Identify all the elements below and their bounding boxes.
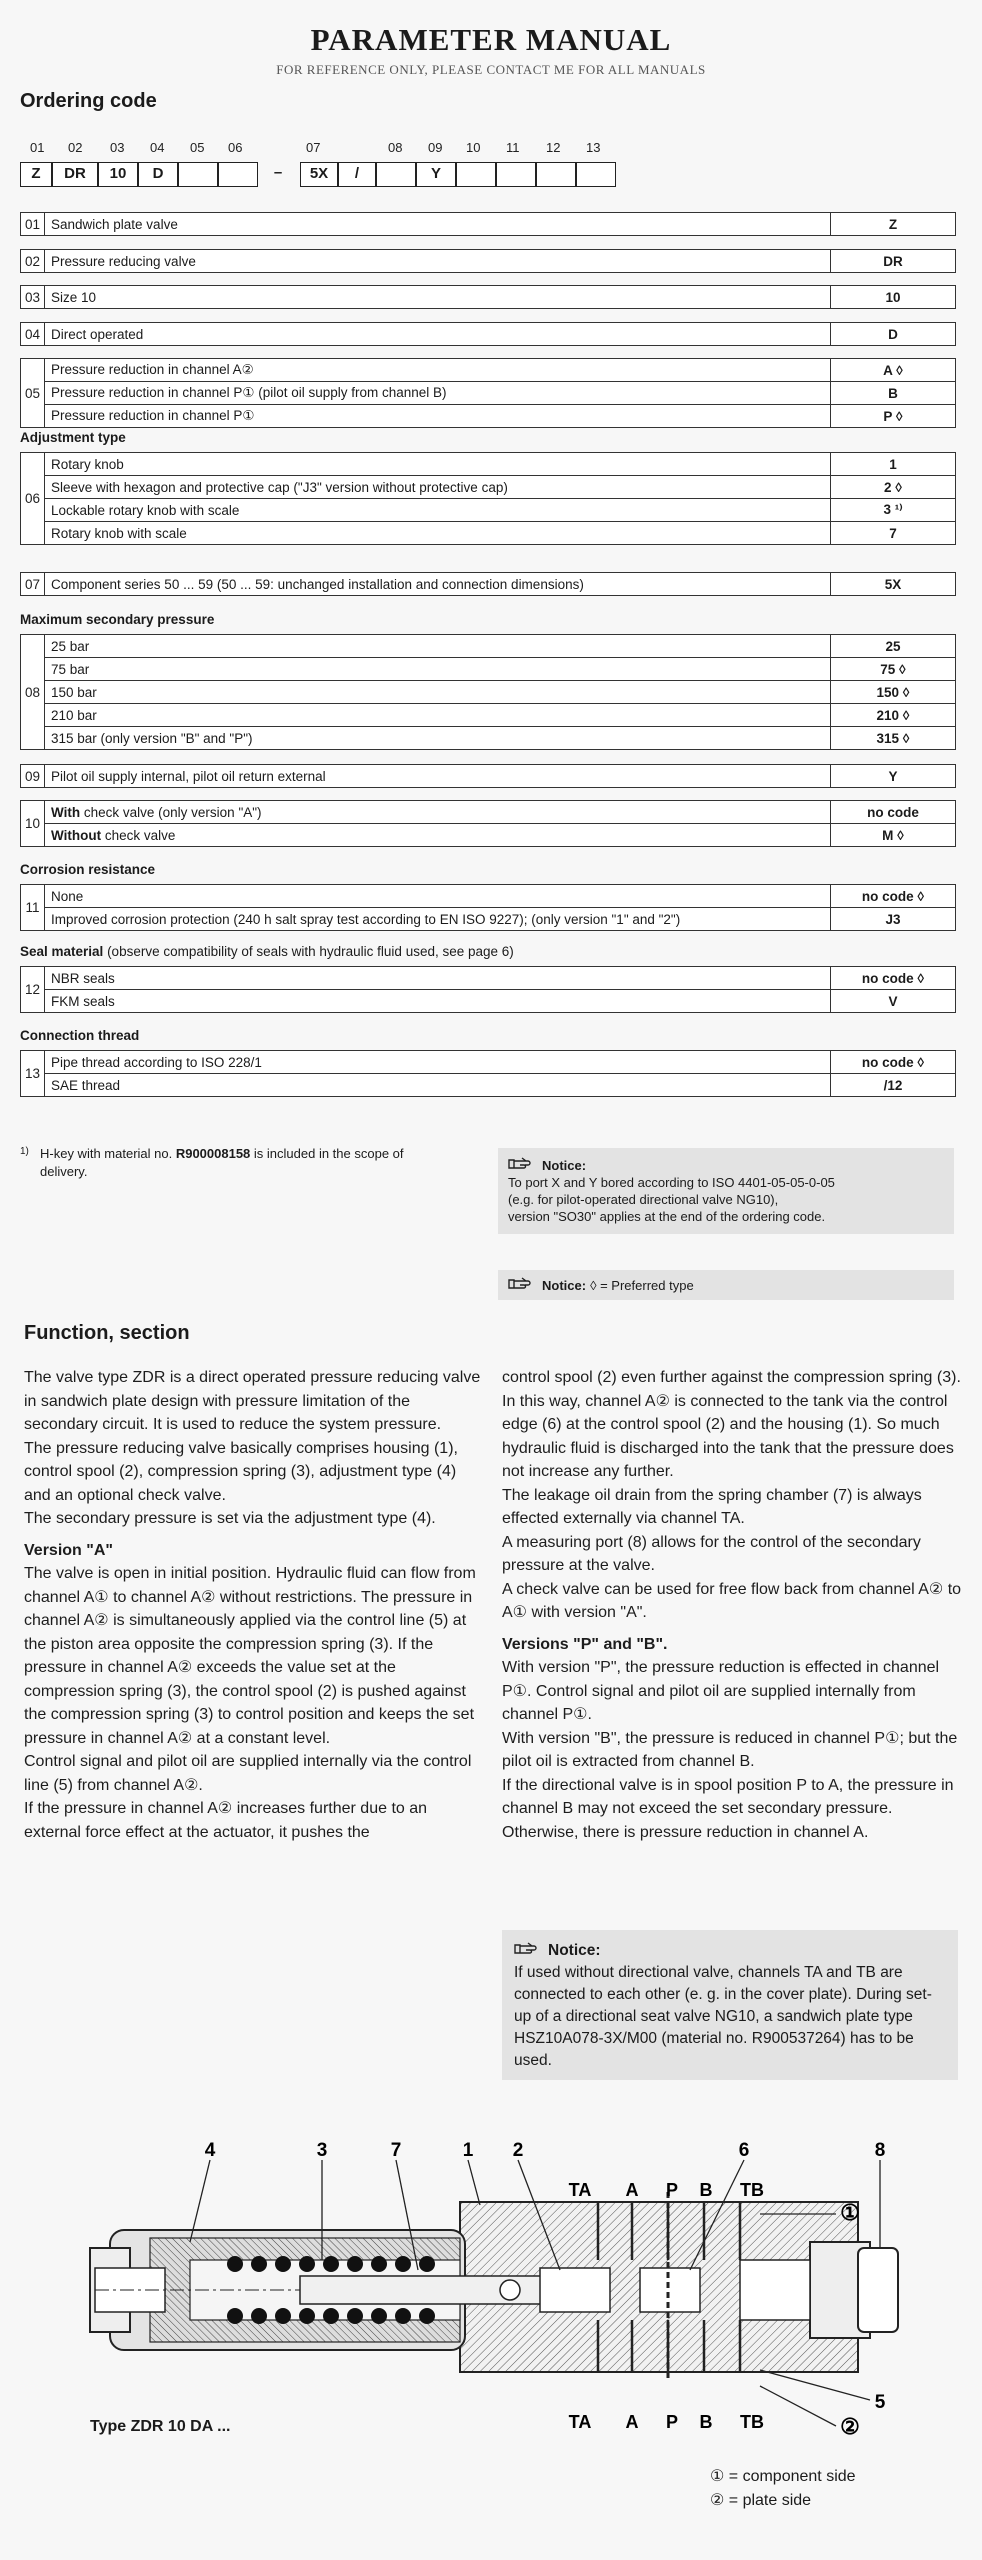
callout-label: 8 [874,2140,886,2161]
spring-coil [275,2256,291,2272]
position-number: 07 [306,140,321,155]
callout-label: 7 [390,2140,402,2161]
callout-label: 6 [738,2140,750,2161]
option-code: no code [831,801,956,824]
option-description [45,359,831,382]
port-label-bottom: P [665,2412,679,2432]
option-code: no code ◊ [831,885,956,908]
port-label-top: TB [740,2180,764,2200]
spring-coil [419,2308,435,2324]
option-group-table [20,212,956,236]
option-group-table [20,452,956,545]
option-row [21,967,956,990]
position-number: 02 [68,140,83,155]
group-title-text: Connection thread [20,1028,140,1043]
code-box: D [138,162,178,187]
option-description-text: 25 bar [51,638,90,654]
paragraph: If the pressure in channel A② increases further due to an external force effect at the actuator, it pushes the [24,1800,428,1841]
position-number: 06 [228,140,243,155]
spring-coil [251,2308,267,2324]
code-box: / [338,162,376,187]
option-code: no code ◊ [831,1051,956,1074]
option-description-text: NBR seals [51,970,115,986]
code-box: Z [20,162,52,187]
code-box [456,162,496,187]
port-label-bottom: TA [568,2412,592,2432]
option-description-text: None [51,888,84,904]
option-description-text: check valve [101,827,176,843]
option-description [45,382,831,405]
code-box [536,162,576,187]
option-description-text: Sandwich plate valve [51,216,178,232]
option-row [21,990,956,1013]
group-title-text: Adjustment type [20,430,126,445]
notice-line: (e.g. for pilot-operated directional valve NG10), [508,1192,779,1207]
option-description [45,908,831,931]
option-description-text: Component series 50 ... 59 (50 ... 59: unchanged installation and connection dimensions) [51,576,584,592]
code-box: Y [416,162,456,187]
option-code: 7 [831,522,956,545]
option-code: B [831,382,956,405]
footnote-text-pre: H-key with material no. [40,1146,176,1161]
option-code: 2 ◊ [831,476,956,499]
option-row [21,476,956,499]
section-subheading: Versions "P" and "B". [502,1635,668,1653]
option-description-text: Rotary knob with scale [51,525,187,541]
option-code: 210 ◊ [831,704,956,727]
port-label-top: P [665,2180,679,2200]
option-row [21,885,956,908]
option-description [45,476,831,499]
paragraph: A measuring port (8) allows for the control of the secondary pressure at the valve. [502,1533,921,1574]
option-description [45,885,831,908]
option-description [45,405,831,428]
option-number: 02 [21,250,45,273]
option-number: 01 [21,213,45,236]
paragraph: The valve is open in initial position. Hydraulic fluid can flow from channel A① to channel A② without restrictions. The pressure in channel A② is simultaneously applied via the control line (5) at the piston area opposite the compression spring (3). If the pressure in channel A② exceeds the value set at the compression spring (3), the control spool (2) is pushed against the compression spring (3) to control position and keeps the set pressure in channel A② at a constant level. [24,1565,476,1747]
option-row [21,801,956,824]
option-row [21,1051,956,1074]
option-code: Z [831,213,956,236]
option-number: 03 [21,286,45,309]
function-text-left [24,1366,486,1844]
option-number: 10 [21,801,45,847]
option-description-text: Pressure reduction in channel P① (pilot oil supply from channel B) [51,385,447,400]
footnote-material-no: R900008158 [175,1146,251,1161]
spring-coil [347,2308,363,2324]
option-description [45,681,831,704]
notice-title: Notice: [548,1942,601,1959]
option-description-text: Pressure reduction in channel A② [51,362,254,377]
option-code: 25 [831,635,956,658]
section-subheading: Version "A" [24,1541,113,1559]
option-number: 12 [21,967,45,1013]
position-number: 11 [506,140,520,155]
option-code: no code ◊ [831,967,956,990]
option-description-text: 150 bar [51,684,97,700]
option-row [21,765,956,788]
option-code: P ◊ [831,405,956,428]
paragraph: The leakage oil drain from the spring chamber (7) is always effected externally via channel TA. [502,1486,922,1527]
option-row [21,405,956,428]
option-row [21,382,956,405]
legend-plate-side: ② = plate side [710,2492,812,2509]
code-box [376,162,416,187]
position-number: 12 [546,140,561,155]
paragraph: In this way, channel A② is connected to the tank via the control edge (6) at the control spool (2) and the housing (1). So much hydraulic fluid is discharged into the tank that the pressure does not increase any further. [502,1392,954,1480]
option-code: 10 [831,286,956,309]
position-number: 13 [586,140,601,155]
option-row [21,286,956,309]
option-number: 09 [21,765,45,788]
option-code: Y [831,765,956,788]
option-row [21,658,956,681]
position-number: 10 [466,140,481,155]
option-row [21,323,956,346]
option-number: 08 [21,635,45,750]
notice-title: Notice: [542,1277,587,1293]
option-description-text: FKM seals [51,993,115,1009]
spring-coil [227,2308,243,2324]
notice-text: ◊ = Preferred type [590,1277,694,1293]
paragraph: The valve type ZDR is a direct operated pressure reducing valve in sandwich plate design with pressure limitation of the secondary circuit. It is used to reduce the system pressure. [24,1369,481,1433]
option-code: 150 ◊ [831,681,956,704]
code-box [496,162,536,187]
option-description [45,522,831,545]
option-description [45,801,831,824]
legend-component-side: ① = component side [710,2468,856,2485]
option-group-table [20,884,956,931]
diagram-caption: Type ZDR 10 DA ... [90,2418,231,2435]
option-description [45,1051,831,1074]
group-title-note: (observe compatibility of seals with hydraulic fluid used, see page 6) [103,944,514,959]
callout-label: 4 [204,2140,216,2161]
page-subtitle: FOR REFERENCE ONLY, PLEASE CONTACT ME FOR ALL MANUALS [276,62,706,77]
option-number: 07 [21,573,45,596]
notice-line: version "SO30" applies at the end of the ordering code. [508,1209,826,1224]
position-number: 09 [428,140,443,155]
group-title [20,862,155,877]
option-number: 13 [21,1051,45,1097]
option-description [45,704,831,727]
spring-coil [371,2256,387,2272]
option-description [45,967,831,990]
option-code: DR [831,250,956,273]
option-description [45,499,831,522]
port-label-bottom: A [625,2412,639,2432]
option-row [21,681,956,704]
group-title [20,1028,139,1043]
option-description [45,727,831,750]
option-description-text: Improved corrosion protection (240 h salt spray test according to EN ISO 9227); (only version "1" and "2") [51,911,681,927]
option-group-table [20,358,956,428]
option-description-text: 75 bar [51,661,90,677]
option-description [45,990,831,1013]
option-description [45,250,831,273]
option-number: 05 [21,359,45,428]
function-text-right [502,1366,964,1844]
paragraph: The secondary pressure is set via the adjustment type (4). [24,1510,436,1527]
hand-pointer-icon [514,1940,544,1962]
footnote [20,1145,440,1181]
callout-label: 1 [462,2140,474,2161]
option-row [21,635,956,658]
function-heading: Function, section [24,1322,190,1344]
option-description [45,1074,831,1097]
notice-line: To port X and Y bored according to ISO 4401-05-05-0-05 [508,1175,835,1190]
option-group-table [20,966,956,1013]
option-description-text: SAE thread [51,1077,121,1093]
option-description-text: Rotary knob [51,456,124,472]
spring-coil [395,2256,411,2272]
option-row [21,499,956,522]
option-description [45,658,831,681]
option-description [45,323,831,346]
option-description-text: Direct operated [51,326,144,342]
option-row [21,250,956,273]
paragraph: Control signal and pilot oil are supplied internally via the control line (5) from channel A②. [24,1753,472,1794]
option-description-text: Pressure reducing valve [51,253,196,269]
option-group-table [20,285,956,309]
notice-box-preferred [498,1270,954,1300]
option-description-bold: Without [51,827,102,843]
code-box: 10 [98,162,138,187]
spring-coil [323,2308,339,2324]
option-number: 11 [21,885,45,931]
option-description [45,635,831,658]
option-group-table [20,800,956,847]
port-label-top: TA [568,2180,592,2200]
option-row [21,453,956,476]
option-code: /12 [831,1074,956,1097]
option-description [45,286,831,309]
option-description [45,453,831,476]
option-code: 1 [831,453,956,476]
spring-coil [347,2256,363,2272]
option-description-text: Lockable rotary knob with scale [51,502,240,518]
code-box [178,162,218,187]
ordering-code-heading: Ordering code [20,90,157,112]
position-number: 01 [30,140,45,155]
position-number: 03 [110,140,125,155]
option-description-text: 210 bar [51,707,97,723]
option-group-table [20,764,956,788]
option-description-bold: With [51,804,81,820]
option-code: 5X [831,573,956,596]
option-row [21,359,956,382]
option-group-table [20,634,956,750]
code-dash: – [273,164,283,181]
option-row [21,213,956,236]
port-label-top: B [699,2180,713,2200]
callout-label: 2 [512,2140,524,2161]
option-group-table [20,322,956,346]
paragraph: If the directional valve is in spool position P to A, the pressure in channel B may not exceed the set secondary pressure. Otherwise, there is pressure reduction in channel A. [502,1776,954,1841]
notice-title: Notice: [542,1157,587,1173]
option-number: 06 [21,453,45,545]
spring-coil [275,2308,291,2324]
callout-label: 3 [316,2140,328,2161]
option-group-table [20,249,956,273]
notice-box-ports [498,1148,954,1234]
hand-pointer-icon [508,1156,538,1174]
option-group-table [20,1050,956,1097]
code-box [218,162,258,187]
option-description-text: Pipe thread according to ISO 228/1 [51,1054,262,1070]
valve-section-drawing [0,2130,982,2460]
callout-label: ① [840,2200,860,2225]
spring-coil [323,2256,339,2272]
spring-coil [299,2256,315,2272]
group-title [20,944,514,959]
option-description-text: Pressure reduction in channel P① [51,408,255,423]
option-description-text: Sleeve with hexagon and protective cap ("J3" version without protective cap) [51,479,508,495]
group-title-text: Maximum secondary pressure [20,612,215,627]
position-number: 04 [150,140,165,155]
option-code: 315 ◊ [831,727,956,750]
code-box: 5X [300,162,338,187]
group-title [20,612,214,627]
footnote-text-post: is included in the scope of delivery. [40,1146,404,1179]
code-box: DR [52,162,98,187]
group-title-text: Seal material [20,944,104,959]
callout-label: 5 [874,2392,886,2413]
option-code: V [831,990,956,1013]
paragraph: The pressure reducing valve basically comprises housing (1), control spool (2), compression spring (3), adjustment type (4) and an optional check valve. [24,1439,458,1504]
option-code: 3 ¹⁾ [831,499,956,522]
spring-coil [395,2308,411,2324]
option-row [21,1074,956,1097]
option-description [45,573,831,596]
option-row [21,727,956,750]
notice-box-cover-plate [502,1930,958,2080]
footnote-mark: 1) [20,1146,29,1157]
option-group-table [20,572,956,596]
spring-coil [227,2256,243,2272]
position-number: 08 [388,140,403,155]
position-number: 05 [190,140,205,155]
option-description [45,765,831,788]
option-description [45,213,831,236]
paragraph: With version "B", the pressure is reduced in channel P①; but the pilot oil is extracted from channel B. [502,1729,958,1770]
option-number: 04 [21,323,45,346]
option-code: M ◊ [831,824,956,847]
port-label-top: A [625,2180,639,2200]
option-row [21,573,956,596]
option-description-text: Size 10 [51,289,97,305]
option-code: J3 [831,908,956,931]
spring-coil [299,2308,315,2324]
port-label-bottom: TB [740,2412,764,2432]
option-code: D [831,323,956,346]
option-row [21,522,956,545]
code-box [576,162,616,187]
spring-coil [251,2256,267,2272]
group-title-text: Corrosion resistance [20,862,156,877]
option-row [21,704,956,727]
option-description [45,824,831,847]
callout-label: ② [840,2414,860,2439]
option-code: A ◊ [831,359,956,382]
option-row [21,908,956,931]
paragraph: control spool (2) even further against the compression spring (3). [502,1369,961,1386]
group-title [20,430,126,445]
hand-pointer-icon [508,1276,538,1294]
port-label-bottom: B [699,2412,713,2432]
paragraph: A check valve can be used for free flow back from channel A② to A① with version "A". [502,1580,962,1621]
notice-text: If used without directional valve, channels TA and TB are connected to each other (e. g. in the cover plate). During set-up of a directional seat valve NG10, a sandwich plate type HSZ10A078-3X/M00 (material no. R900537264) has to be used. [514,1964,932,2069]
paragraph: With version "P", the pressure reduction is effected in channel P①. Control signal and pilot oil are supplied internally from channel P①. [502,1659,940,1723]
option-description-text: 315 bar (only version "B" and "P") [51,730,253,746]
option-description-text: Pilot oil supply internal, pilot oil return external [51,768,326,784]
option-row [21,824,956,847]
page-title: PARAMETER MANUAL [310,22,672,57]
option-description-text: check valve (only version "A") [80,804,262,820]
option-code: 75 ◊ [831,658,956,681]
spring-coil [371,2308,387,2324]
spring-coil [419,2256,435,2272]
